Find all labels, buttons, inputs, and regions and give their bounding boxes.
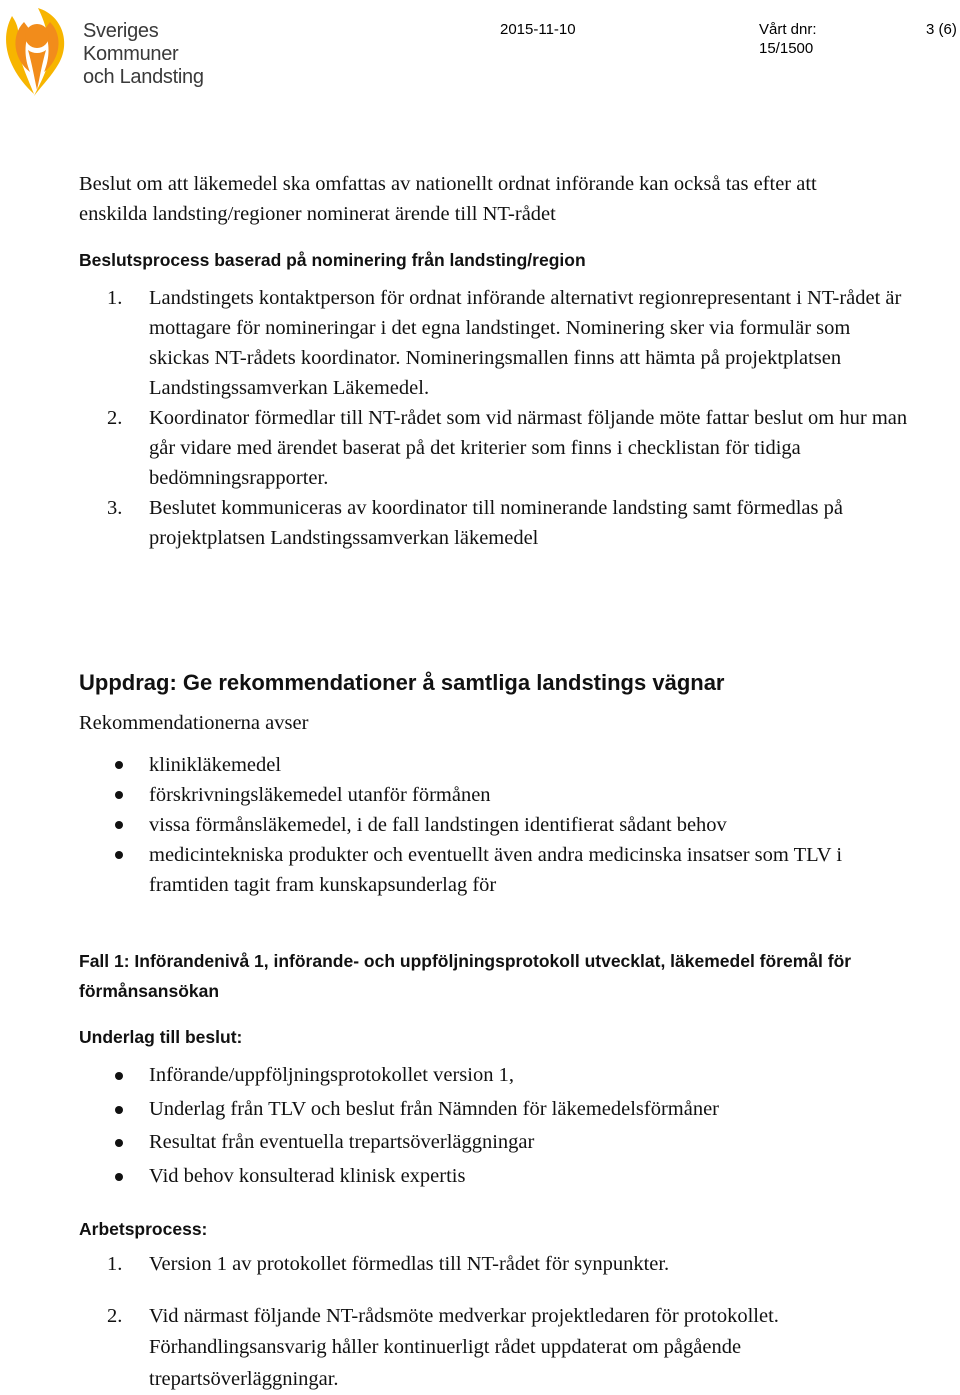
list-item: [79, 1059, 909, 1093]
case1-heading: Fall 1: Införandenivå 1, införande- och uppföljningsprotokoll utvecklat, läkemedel föremål för förmånsansökan: [79, 946, 879, 1006]
bullet-icon: [115, 1106, 123, 1114]
list-item: [79, 1126, 909, 1160]
list-item: [79, 493, 909, 553]
flame-logo-icon: [4, 6, 74, 98]
assignment-subtitle: Rekommendationerna avser: [79, 708, 919, 738]
org-logo: [4, 6, 224, 98]
bullet-icon: [115, 791, 123, 799]
list-text: klinikläkemedel: [149, 754, 281, 776]
basis-list: [79, 1059, 909, 1193]
document-date: 2015-11-10: [500, 21, 576, 39]
bullet-icon: [115, 821, 123, 829]
list-text: vissa förmånsläkemedel, i de fall landstingen identifierat sådant behov: [149, 814, 727, 836]
list-number: 1.: [107, 283, 122, 313]
org-name-line3: och Landsting: [83, 66, 204, 89]
list-item: [79, 283, 909, 403]
list-number: 2.: [107, 403, 122, 433]
list-item: [79, 1249, 909, 1281]
list-item: [79, 780, 909, 810]
nomination-heading: Beslutsprocess baserad på nominering från landsting/region: [79, 245, 586, 275]
list-item: [79, 1160, 909, 1194]
list-text: Vid närmast följande NT-rådsmöte medverkar projektledaren för protokollet. Förhandlingsansvarig håller kontinuerligt rådet uppdaterat om pågående trepartsöverläggningar.: [149, 1305, 779, 1390]
assignment-heading: Uppdrag: Ge rekommendationer å samtliga landstings vägnar: [79, 668, 725, 698]
list-item: [79, 810, 909, 840]
org-name-line2: Kommuner: [83, 43, 204, 66]
basis-heading: Underlag till beslut:: [79, 1022, 242, 1052]
list-item: [79, 1301, 909, 1395]
org-name-line1: Sveriges: [83, 20, 204, 43]
page-number: 3 (6): [926, 21, 957, 39]
bullet-icon: [115, 761, 123, 769]
list-number: 1.: [107, 1249, 122, 1281]
bullet-icon: [115, 1072, 123, 1080]
list-text: Resultat från eventuella trepartsöverläggningar: [149, 1131, 534, 1153]
list-text: Vid behov konsulterad klinisk expertis: [149, 1165, 465, 1187]
list-item: [79, 750, 909, 780]
list-text: Version 1 av protokollet förmedlas till NT-rådet för synpunkter.: [149, 1253, 669, 1275]
process-steps: [79, 1249, 909, 1395]
org-name: [83, 20, 204, 89]
reference-number: 15/1500: [759, 40, 813, 58]
list-number: 2.: [107, 1301, 122, 1333]
list-text: Underlag från TLV och beslut från Nämnden för läkemedelsförmåner: [149, 1098, 719, 1120]
bullet-icon: [115, 1173, 123, 1181]
intro-paragraph: Beslut om att läkemedel ska omfattas av nationellt ordnat införande kan också tas efter att enskilda landsting/regioner nominerat ärende till NT-rådet: [79, 169, 879, 229]
list-number: 3.: [107, 493, 122, 523]
list-item: [79, 840, 909, 900]
bullet-icon: [115, 1139, 123, 1147]
assignment-list: [79, 750, 909, 900]
list-item: [79, 1093, 909, 1127]
list-text: medicintekniska produkter och eventuellt även andra medicinska insatser som TLV i framtiden tagit fram kunskapsunderlag för: [149, 844, 842, 896]
list-text: Införande/uppföljningsprotokollet version 1,: [149, 1064, 514, 1086]
bullet-icon: [115, 851, 123, 859]
list-text: förskrivningsläkemedel utanför förmånen: [149, 784, 491, 806]
process-heading: Arbetsprocess:: [79, 1214, 207, 1244]
list-text: Landstingets kontaktperson för ordnat införande alternativt regionrepresentant i NT-rådet är mottagare för nomineringar i det egna landstinget. Nominering sker via formulär som skickas NT-rådets koordinator. Nomineringsmallen finns att hämta på projektplatsen Landstingssamverkan Läkemedel.: [149, 287, 901, 399]
reference-label: Vårt dnr:: [759, 21, 817, 39]
list-text: Beslutet kommuniceras av koordinator till nominerande landsting samt förmedlas på projektplatsen Landstingssamverkan läkemedel: [149, 497, 843, 549]
list-item: [79, 403, 909, 493]
nomination-steps: [79, 283, 909, 553]
list-text: Koordinator förmedlar till NT-rådet som vid närmast följande möte fattar beslut om hur man går vidare med ärendet baserat på det kriterier som finns i checklistan för tidiga bedömningsrapporter.: [149, 407, 907, 489]
